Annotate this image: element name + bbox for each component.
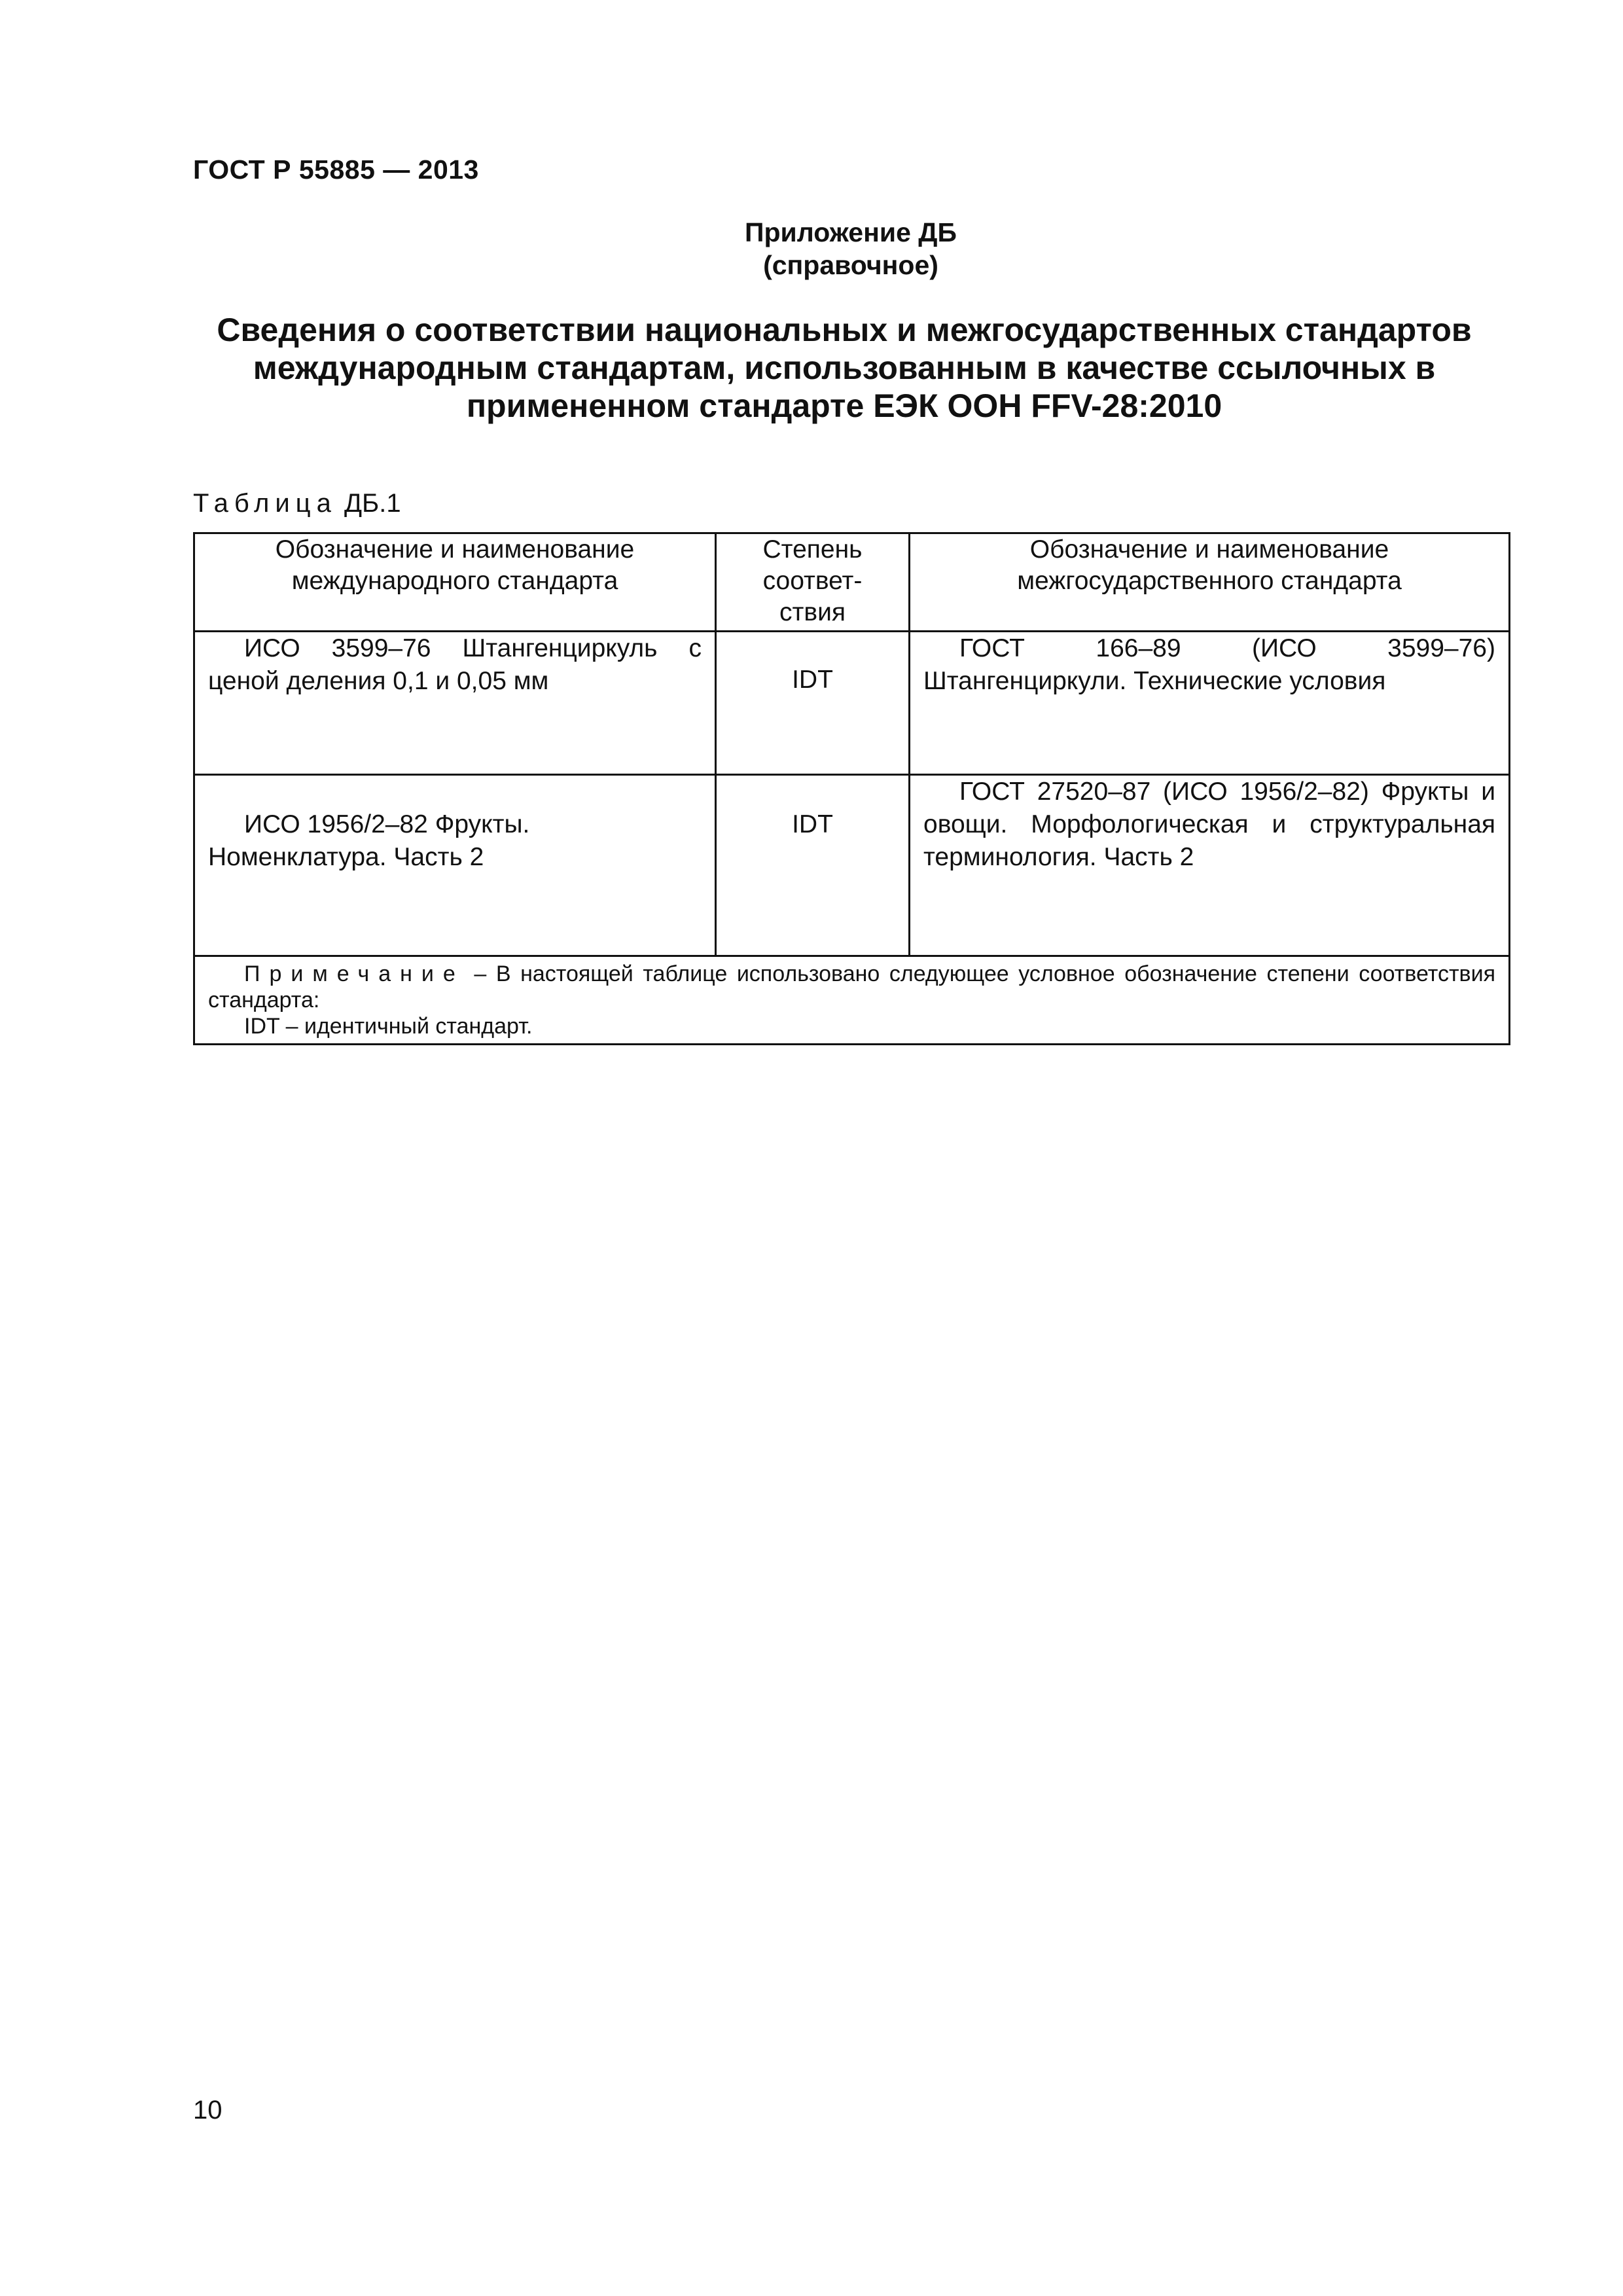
table-row [194,775,1510,956]
header-line: Обозначение и наименование [275,535,635,564]
degree-cell: IDT [716,632,910,775]
international-standard-cell: ИСО 3599–76 Штангенциркуль с ценой деления 0,1 и 0,05 мм [194,632,716,775]
header-line: Обозначение и наименование [1029,535,1389,564]
standards-table [193,532,1510,1045]
header-line: ствия [779,598,846,626]
international-standard-cell: ИСО 1956/2–82 Фрукты. Номенклатура. Часть 2 [194,775,716,956]
header-line: Степень [762,535,863,564]
note-label: Примечание [244,961,465,986]
interstate-standard-cell: ГОСТ 27520–87 (ИСО 1956/2–82) Фрукты и овощи. Морфологическая и структуральная терминология. Часть 2 [910,775,1510,956]
appendix-heading [196,311,1492,425]
table-header-row [194,533,1510,632]
page-number: 10 [193,2096,223,2125]
degree-cell: IDT [716,775,910,956]
header-line: межгосударственного стандарта [1017,567,1402,595]
heading-line: Сведения о соответствии национальных и межгосударственных стандартов [217,312,1472,348]
table-caption-word: Таблица [193,489,337,518]
table-note-row [194,956,1510,1045]
heading-line: международным стандартам, использованным в качестве ссылочных в [253,350,1436,386]
column-header-international [194,533,716,632]
table-row [194,632,1510,775]
note-body: – В настоящей таблице использовано следующее условное обозначение степени соответствия стандарта: [208,961,1495,1013]
table-caption [193,489,401,518]
header-line: соответ- [762,567,863,595]
note-text [208,961,1495,1013]
heading-line: примененном стандарте ЕЭК ООН FFV-28:2010 [466,387,1222,424]
interstate-standard-cell: ГОСТ 166–89 (ИСО 3599–76) Штангенциркули. Технические условия [910,632,1510,775]
appendix-kind: (справочное) [763,250,938,280]
document-code: ГОСТ Р 55885 — 2013 [193,154,479,185]
note-abbreviation: IDT – идентичный стандарт. [244,1014,533,1039]
table-caption-number: ДБ.1 [344,489,401,518]
appendix-title: Приложение ДБ [745,217,957,247]
header-line: международного стандарта [291,567,618,595]
column-header-degree [716,533,910,632]
column-header-interstate [910,533,1510,632]
table-note [194,956,1510,1045]
